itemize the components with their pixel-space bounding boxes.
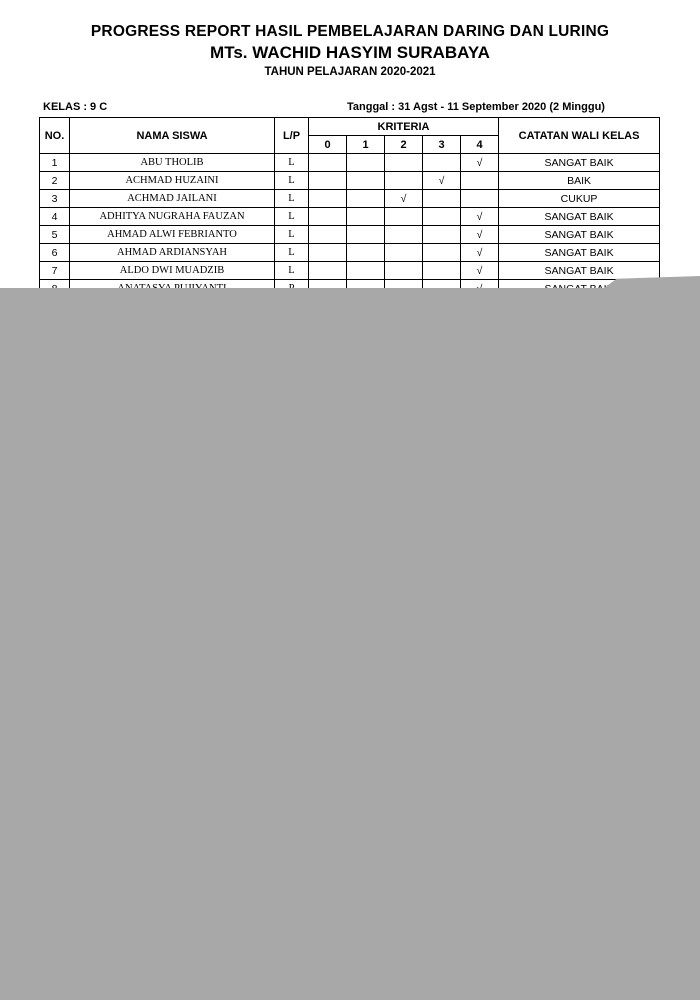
report-header: [0, 22, 700, 80]
row-kriteria-1: [347, 172, 385, 190]
row-nama: ABU THOLIB: [70, 154, 275, 172]
row-kriteria-1: [347, 154, 385, 172]
table-row: [40, 154, 660, 172]
row-lp: L: [275, 208, 309, 226]
school-name: MTs. WACHID HASYIM SURABAYA: [210, 43, 490, 62]
row-kriteria-0: [309, 208, 347, 226]
table-row: [40, 208, 660, 226]
row-kriteria-3: √: [423, 172, 461, 190]
redaction-overlay: [0, 288, 700, 1000]
row-lp: L: [275, 262, 309, 280]
row-nama: ACHMAD HUZAINI: [70, 172, 275, 190]
row-kriteria-4: [461, 190, 499, 208]
row-kriteria-4: √: [461, 244, 499, 262]
header-kriteria-1: 1: [347, 136, 385, 154]
row-nama: ACHMAD JAILANI: [70, 190, 275, 208]
header-kriteria-2: 2: [385, 136, 423, 154]
row-kriteria-0: [309, 262, 347, 280]
table-row: [40, 226, 660, 244]
report-title: PROGRESS REPORT HASIL PEMBELAJARAN DARING DAN LURING: [90, 23, 610, 40]
row-kriteria-2: [385, 172, 423, 190]
row-no: 1: [40, 154, 70, 172]
header-catatan: CATATAN WALI KELAS: [499, 118, 660, 154]
header-kriteria-0: 0: [309, 136, 347, 154]
row-kriteria-4: √: [461, 226, 499, 244]
row-catatan: SANGAT BAIK: [499, 226, 660, 244]
date-range: Tanggal : 31 Agst - 11 September 2020 (2 Minggu): [347, 101, 605, 113]
row-kriteria-0: [309, 190, 347, 208]
row-no: 7: [40, 262, 70, 280]
row-no: 2: [40, 172, 70, 190]
row-kriteria-0: [309, 154, 347, 172]
row-catatan: CUKUP: [499, 190, 660, 208]
row-kriteria-4: √: [461, 154, 499, 172]
header-no: NO.: [40, 118, 70, 154]
row-no: 5: [40, 226, 70, 244]
row-kriteria-4: √: [461, 208, 499, 226]
row-kriteria-1: [347, 262, 385, 280]
header-nama-siswa: NAMA SISWA: [70, 118, 275, 154]
row-nama: AHMAD ARDIANSYAH: [70, 244, 275, 262]
row-kriteria-0: [309, 172, 347, 190]
row-kriteria-1: [347, 208, 385, 226]
row-kriteria-2: √: [385, 190, 423, 208]
row-no: 4: [40, 208, 70, 226]
row-kriteria-0: [309, 244, 347, 262]
row-kriteria-3: [423, 190, 461, 208]
progress-table: [39, 117, 660, 298]
table-row: [40, 172, 660, 190]
header-kriteria: KRITERIA: [309, 118, 499, 136]
row-no: 3: [40, 190, 70, 208]
row-kriteria-4: √: [461, 262, 499, 280]
row-kriteria-3: [423, 154, 461, 172]
header-lp: L/P: [275, 118, 309, 154]
table-row: [40, 262, 660, 280]
row-catatan: BAIK: [499, 172, 660, 190]
row-kriteria-3: [423, 208, 461, 226]
row-kriteria-2: [385, 226, 423, 244]
row-kriteria-3: [423, 244, 461, 262]
table-row: [40, 190, 660, 208]
header-kriteria-4: 4: [461, 136, 499, 154]
row-kriteria-0: [309, 226, 347, 244]
row-no: 6: [40, 244, 70, 262]
row-catatan: SANGAT BAIK: [499, 244, 660, 262]
academic-year: TAHUN PELAJARAN 2020-2021: [264, 66, 436, 78]
row-catatan: SANGAT BAIK: [499, 154, 660, 172]
row-lp: L: [275, 154, 309, 172]
row-kriteria-2: [385, 208, 423, 226]
table-row: [40, 244, 660, 262]
row-nama: ALDO DWI MUADZIB: [70, 262, 275, 280]
row-nama: ADHITYA NUGRAHA FAUZAN: [70, 208, 275, 226]
row-kriteria-4: [461, 172, 499, 190]
row-kriteria-1: [347, 190, 385, 208]
row-kriteria-2: [385, 262, 423, 280]
row-kriteria-2: [385, 154, 423, 172]
row-nama: AHMAD ALWI FEBRIANTO: [70, 226, 275, 244]
row-lp: L: [275, 226, 309, 244]
row-kriteria-3: [423, 262, 461, 280]
row-kriteria-1: [347, 244, 385, 262]
header-kriteria-3: 3: [423, 136, 461, 154]
row-lp: L: [275, 244, 309, 262]
row-catatan: SANGAT BAIK: [499, 208, 660, 226]
row-catatan: SANGAT BAIK: [499, 262, 660, 280]
row-kriteria-3: [423, 226, 461, 244]
row-lp: L: [275, 172, 309, 190]
row-kriteria-1: [347, 226, 385, 244]
row-kriteria-2: [385, 244, 423, 262]
row-lp: L: [275, 190, 309, 208]
class-label: KELAS : 9 C: [43, 101, 108, 113]
